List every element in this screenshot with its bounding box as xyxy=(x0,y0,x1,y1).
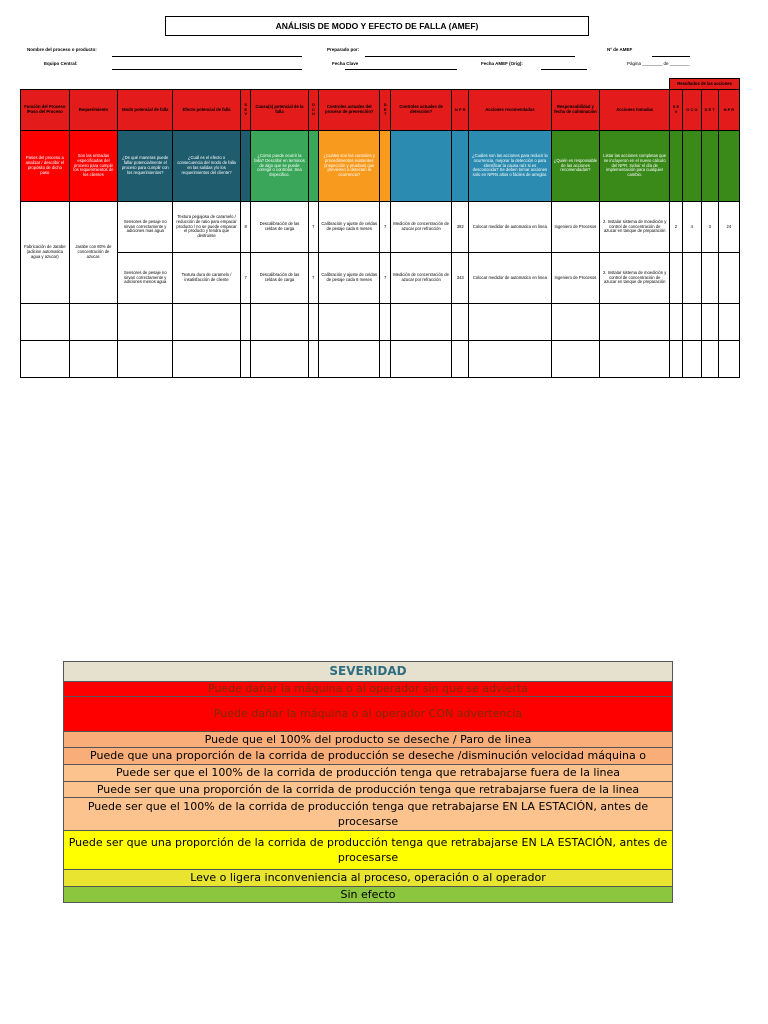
cell-modo[interactable]: Sensores de pesaje no sirvan correctamente y adiciones mas agua xyxy=(118,202,173,253)
col-modo: Modo potencial de falla xyxy=(118,90,173,131)
col-ocu: O C U xyxy=(308,90,319,131)
cell-det[interactable]: 7 xyxy=(380,253,391,304)
cell-efecto[interactable]: Textura dura de caramelo / insatisfacción de cliente xyxy=(173,253,241,304)
col-requerimiento: Requerimiento xyxy=(69,90,118,131)
col-npr: N P R xyxy=(452,90,469,131)
q-ctrl-prev: ¿Cuáles son los controles y procedimientos existentes (inspección y pruebas) que previenen o detectan la ocurrencia? xyxy=(319,131,380,202)
process-line[interactable] xyxy=(112,56,302,57)
col-ctrl-det: Controles actuales de detección? xyxy=(390,90,451,131)
cell-r-ocu[interactable] xyxy=(682,253,701,304)
col-tomadas: Acciones tomadas xyxy=(600,90,670,131)
q-efecto: ¿Cuál es el efecto o consecuencia del modo de falla en las salidas y/o los requerimientos del cliente? xyxy=(173,131,241,202)
q-causa: ¿Como puede ocurrir la falla? Describir en terminos de algo que se puede corregir o controlar. Sea Especifico. xyxy=(251,131,308,202)
q-funcion: Pasos del proceso a analizar / describir el propósito de dicho paso xyxy=(21,131,70,202)
col-r-det: D E T xyxy=(701,90,718,131)
prepared-line[interactable] xyxy=(365,56,575,57)
cell-sev[interactable]: 7 xyxy=(240,253,251,304)
severity-item: Puede dañar la máquina o al operador sin que se advierta xyxy=(64,682,673,697)
amef-table xyxy=(20,78,740,378)
table-row-empty[interactable] xyxy=(21,304,740,341)
page-label: Página ________ de ________ xyxy=(627,61,690,66)
severity-item: Puede que una proporción de la corrida de producción se deseche /disminución velocidad máquina o xyxy=(90,749,646,763)
cell-causa[interactable]: Descalibración de las celdas de carga xyxy=(251,253,308,304)
severity-item: Puede que el 100% del producto se deseche / Paro de linea xyxy=(64,732,673,748)
col-causa: Causa(s) potencial de la falla xyxy=(251,90,308,131)
key-date-line[interactable] xyxy=(345,69,457,70)
cell-ctrl-det[interactable]: Medición de concentración de azucar por refracción xyxy=(390,202,451,253)
amef-date-line[interactable] xyxy=(541,69,587,70)
table-row[interactable] xyxy=(21,253,740,304)
cell-tomadas[interactable]: 2. Instalar sistema de moedición y control de concentración de azucar en tanque de preparación xyxy=(600,253,670,304)
cell-causa[interactable]: Descalibración de las celdas de carga xyxy=(251,202,308,253)
q-modo: ¿De qué maneras puede fallar potencialmente el proceso para cumplir con los requerimientos? xyxy=(118,131,173,202)
col-ctrl-prev: Controles actuales del proceso de prevención? xyxy=(319,90,380,131)
cell-r-npr[interactable] xyxy=(718,253,739,304)
amef-number-line[interactable] xyxy=(652,56,690,57)
col-acciones: Acciones recomendadas xyxy=(469,90,551,131)
col-sev: S E V xyxy=(240,90,251,131)
severity-item: Puede ser que una proporción de la corrida de producción tenga que retrabajarse EN LA ESTACIÓN, antes de procesarse xyxy=(64,831,673,870)
cell-ctrl-prev[interactable]: Calibración y ajuste de celdas de pesaje cada 6 meses xyxy=(319,202,380,253)
severity-item: Leve o ligera inconveniencia al proceso, operación o al operador xyxy=(64,870,673,886)
col-r-sev: S E V xyxy=(670,90,683,131)
cell-r-npr[interactable]: 24 xyxy=(718,202,739,253)
cell-acciones[interactable]: Colocar medidor de automatico en linea xyxy=(469,253,551,304)
col-r-npr: N P R xyxy=(718,90,739,131)
cell-r-sev[interactable] xyxy=(670,253,683,304)
q-acciones: ¿Cuáles son las acciones para reducir la ocurrencia, mejorar la detección o para identificar la causa raíz si es desconocida? Se deben tomar acciones solo en NPRs altos o fáciles de arreglar. xyxy=(469,131,551,202)
prepared-label: Preparado por: xyxy=(327,47,360,52)
header-row xyxy=(21,90,740,131)
severity-item: Puede ser que una proporción de la corrida de producción tenga que retrabajarse fuera de la linea xyxy=(64,781,673,797)
cell-tomadas[interactable]: 2. Instalar sistema de moedición y control de concentración de azucar en tanque de preparación xyxy=(600,202,670,253)
process-label: Nombre del proceso o producto: xyxy=(27,47,97,52)
cell-ctrl-prev[interactable]: Calibración y ajuste de celdas de pesaje cada 6 meses xyxy=(319,253,380,304)
cell-responsable[interactable]: Ingeniero de Procesos xyxy=(551,253,600,304)
cell-npr[interactable]: 392 xyxy=(452,202,469,253)
col-funcion: Función del Proceso /Paso del Proceso xyxy=(21,90,70,131)
page-title: ANÁLISIS DE MODO Y EFECTO DE FALLA (AMEF) xyxy=(165,16,589,36)
col-responsable: Responsabilidad y fecha de culminación xyxy=(551,90,600,131)
severity-item: Puede ser que el 100% de la corrida de producción tenga que retrabajarse EN LA ESTACIÓN, antes de procesarse xyxy=(64,798,673,831)
key-date-label: Fecha Clave xyxy=(332,61,359,66)
cell-r-ocu[interactable]: 4 xyxy=(682,202,701,253)
severity-title: SEVERIDAD xyxy=(64,662,673,682)
cell-ctrl-det[interactable]: Medición de concentración de azucar por refracción xyxy=(390,253,451,304)
cell-requerimiento[interactable]: Jarabe con 80% de concentración de azucar. xyxy=(69,202,118,304)
cell-funcion[interactable]: Fabricación de Jarabe (adicion automatica agua y azucar) xyxy=(21,202,70,304)
cell-efecto[interactable]: Textura pegajosa de caramelo / reducción de ratio para empacar producto / no se puede empacar el producto y tendra que destruirse xyxy=(173,202,241,253)
amef-date-label: Fecha AMEF (Orig): xyxy=(481,61,523,66)
cell-det[interactable]: 7 xyxy=(380,202,391,253)
q-requerimiento: Son las entradas especificadas del proceso para cumplir los requerimientos de los clientes xyxy=(69,131,118,202)
amef-number-label: Nº de AMEF xyxy=(607,47,633,52)
severity-item: Puede dañar la máquina o al operador CON advertencia xyxy=(64,697,673,732)
cell-r-sev[interactable]: 2 xyxy=(670,202,683,253)
cell-sev[interactable]: 8 xyxy=(240,202,251,253)
q-ctrl-det xyxy=(390,131,451,202)
team-label: Equipo Central: xyxy=(44,61,78,66)
severity-item: Sin efecto xyxy=(64,886,673,902)
q-responsable: ¿Quién es responsable de las acciones recomendadas? xyxy=(551,131,600,202)
cell-responsable[interactable]: Ingeniero de Procesos xyxy=(551,202,600,253)
cell-ocu[interactable]: 7 xyxy=(308,202,319,253)
table-row-empty[interactable] xyxy=(21,341,740,378)
severity-table xyxy=(63,661,673,903)
q-tomadas: Listar las acciones completas que se incluyeron en el nuevo cálculo del NPR. Incluir el día de implementación para cualquier cambio. xyxy=(600,131,670,202)
guide-row xyxy=(21,131,740,202)
severity-item: Puede ser que el 100% de la corrida de producción tenga que retrabajarse fuera de la linea xyxy=(64,765,673,781)
col-efecto: Efecto potencial de falla xyxy=(173,90,241,131)
cell-acciones[interactable]: Colocar medidor de automatico en linea xyxy=(469,202,551,253)
cell-ocu[interactable]: 7 xyxy=(308,253,319,304)
results-header: Resultados de las acciones xyxy=(670,79,740,90)
cell-npr[interactable]: 343 xyxy=(452,253,469,304)
col-det: D E T xyxy=(380,90,391,131)
table-row[interactable] xyxy=(21,202,740,253)
cell-r-det[interactable]: 3 xyxy=(701,202,718,253)
cell-modo[interactable]: Sensores de pesaje no sirvan correctamente y adiciones menos agua xyxy=(118,253,173,304)
col-r-ocu: O C U xyxy=(682,90,701,131)
cell-r-det[interactable] xyxy=(701,253,718,304)
team-line[interactable] xyxy=(112,69,302,70)
